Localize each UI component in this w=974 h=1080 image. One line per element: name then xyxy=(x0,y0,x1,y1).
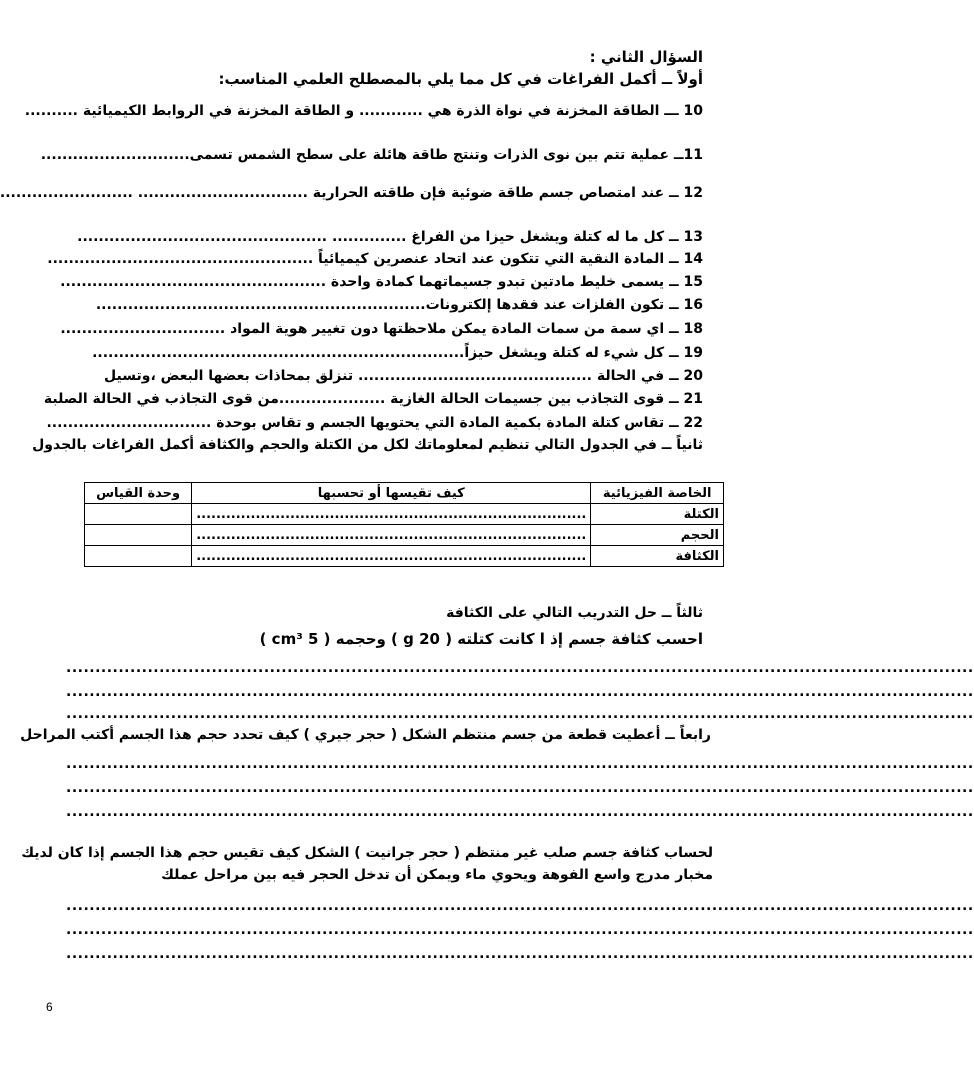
item-22: 22 ــ تقاس كتلة المادة بكمية المادة التي يحتويها الجسم و تقاس بوحدة ............................... xyxy=(46,415,703,431)
property-cell: الكتلة xyxy=(591,504,724,525)
table-header-row xyxy=(85,483,724,504)
answer-line: ............................................................................................................................................................ xyxy=(66,684,974,700)
header-how: كيف تقيسها أو تحسبها xyxy=(192,483,591,504)
header-unit: وحدة القياس xyxy=(85,483,192,504)
answer-line: ............................................................................................................................................................ xyxy=(66,706,974,722)
item-15: 15 ــ يسمى خليط مادتين تبدو جسيماتهما كمادة واحدة .................................................. xyxy=(60,274,703,290)
item-19: 19 ــ كل شيء له كتلة ويشغل حيزاً...................................................................... xyxy=(92,345,703,361)
part1-heading: أولاً ــ أكمل الفراغات في كل مما يلي بالمصطلح العلمي المناسب: xyxy=(218,70,703,88)
item-12: 12 ــ عند امتصاص جسم طاقة ضوئية فإن طاقته الحرارية ................................ ......................... xyxy=(0,185,703,201)
page-number: 6 xyxy=(46,1000,53,1014)
item-10: 10 ـــ الطاقة المخزنة في نواة الذرة هي ............ و الطاقة المخزنة في الروابط الكيميائية .......... xyxy=(24,103,703,119)
part3-problem: احسب كثافة جسم إذ ا كانت كتلته ( 20 g ) وحجمه ( 5 cm³ ) xyxy=(259,630,703,648)
item-16: 16 ــ تكون الفلزات عند فقدها إلكترونات.............................................................. xyxy=(95,297,703,313)
how-cell: ............................................................................... xyxy=(192,546,591,567)
how-cell: ............................................................................... xyxy=(192,504,591,525)
part5-line2: مخبار مدرج واسع الفوهة ويحوي ماء ويمكن أن تدخل الحجر فيه بين مراحل عملك xyxy=(161,867,713,883)
question-title: السؤال الثاني : xyxy=(589,48,703,66)
item-20: 20 ــ في الحالة ............................................ تنزلق بمحاذات بعضها البعض ،وتسيل xyxy=(104,368,703,384)
unit-cell xyxy=(85,504,192,525)
item-18: 18 ــ اي سمة من سمات المادة يمكن ملاحظتها دون تغيير هوية المواد ............................... xyxy=(60,321,703,337)
part2-heading: ثانياً ــ في الجدول التالي تنظيم لمعلوماتك لكل من الكتلة والحجم والكثافة أكمل الفراغات بالجدول xyxy=(32,437,703,453)
item-21: 21 ــ قوى التجاذب بين جسيمات الحالة الغازية ....................من قوى التجاذب في الحالة الصلبة xyxy=(43,391,703,407)
item-11: 11ــ عملية تتم بين نوى الذرات وتنتج طاقة هائلة على سطح الشمس تسمى............................ xyxy=(40,147,703,163)
answer-line: ............................................................................................................................................................ xyxy=(66,780,974,796)
answer-line: ............................................................................................................................................................ xyxy=(66,756,974,772)
table-row xyxy=(85,525,724,546)
answer-line: ............................................................................................................................................................ xyxy=(66,804,974,820)
answer-line: ............................................................................................................................................................ xyxy=(66,946,974,962)
answer-line: ............................................................................................................................................................ xyxy=(66,898,974,914)
properties-table xyxy=(84,482,724,567)
header-property: الخاصة الفيزيائية xyxy=(591,483,724,504)
property-cell: الكثافة xyxy=(591,546,724,567)
part5-line1: لحساب كثافة جسم صلب غير منتظم ( حجر جرانيت ) الشكل كيف تقيس حجم هذا الجسم إذا كان لديك xyxy=(21,845,713,861)
item-13: 13 ــ كل ما له كتلة ويشغل حيزا من الفراغ .............. ............................................... xyxy=(77,229,703,245)
property-cell: الحجم xyxy=(591,525,724,546)
how-cell: ............................................................................... xyxy=(192,525,591,546)
answer-line: ............................................................................................................................................................ xyxy=(66,922,974,938)
unit-cell xyxy=(85,546,192,567)
table-row xyxy=(85,546,724,567)
table-row xyxy=(85,504,724,525)
unit-cell xyxy=(85,525,192,546)
answer-line: ............................................................................................................................................................ xyxy=(66,660,974,676)
item-14: 14 ــ المادة النقية التي تتكون عند اتحاد عنصرين كيميائياً .................................................. xyxy=(47,251,703,267)
part4-heading: رابعاً ــ أعطيت قطعة من جسم منتظم الشكل ( حجر جيري ) كيف تحدد حجم هذا الجسم أكتب المراحل xyxy=(20,727,711,743)
part3-heading: ثالثاً ــ حل التدريب التالي على الكثافة xyxy=(446,605,703,621)
